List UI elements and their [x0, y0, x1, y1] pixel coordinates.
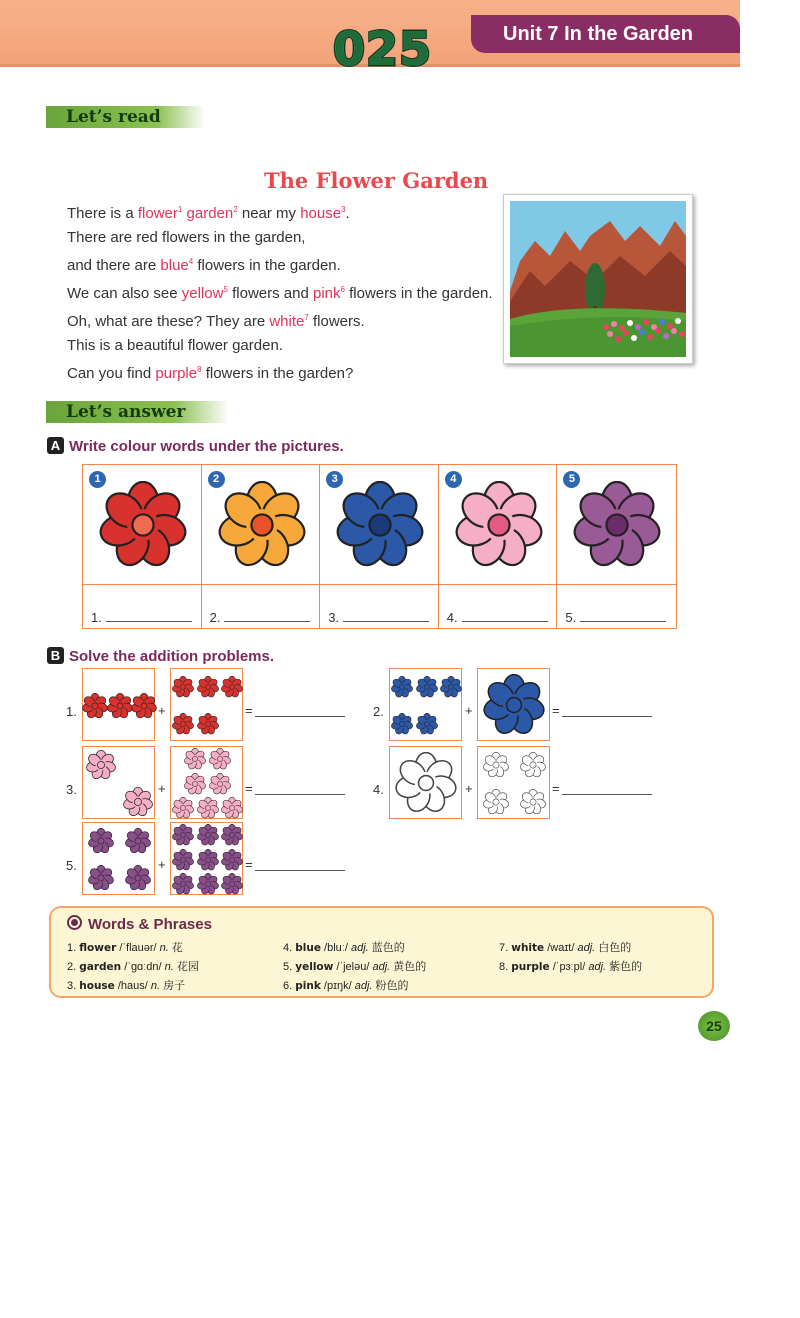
flower-icon — [573, 481, 661, 569]
vocab-word: blue — [295, 942, 321, 954]
words-column-2 — [283, 939, 426, 996]
vocab-word: house — [79, 980, 115, 992]
story-text-segment: . — [345, 205, 350, 222]
flower-icon — [520, 752, 546, 778]
addend-picture-box — [477, 668, 550, 741]
story-line — [67, 226, 493, 250]
answer-number: 1. — [91, 610, 102, 625]
words-heading: Words & Phrases — [67, 915, 212, 933]
word-entry — [283, 939, 426, 958]
answer-blank[interactable] — [447, 609, 548, 625]
entry-number: 6. — [283, 980, 293, 992]
picture-number: 4 — [445, 471, 462, 488]
chinese-meaning: 粉色的 — [375, 980, 409, 992]
flower-icon — [483, 752, 509, 778]
plus-sign: + — [465, 781, 473, 796]
story-text-segment: There are red flowers in the garden, — [67, 229, 306, 246]
footnote-number: 7 — [304, 313, 309, 322]
equals-sign: = — [245, 703, 253, 718]
story-line — [67, 250, 493, 278]
words-column-3 — [499, 939, 642, 977]
entry-number: 1. — [67, 942, 77, 954]
word-entry — [283, 958, 426, 977]
vocab-word: purple — [511, 961, 550, 973]
vocab-word: yellow — [181, 285, 224, 302]
part-of-speech: adj. — [577, 942, 596, 954]
problem-number: 3. — [66, 782, 77, 797]
vocab-word: flower — [137, 205, 178, 222]
word-entry — [499, 939, 642, 958]
story-text-segment: flowers. — [308, 313, 365, 330]
flower-icon — [88, 828, 114, 854]
flower-icon — [197, 849, 219, 871]
problem-number: 5. — [66, 858, 77, 873]
vocab-word: house — [300, 205, 342, 222]
chinese-meaning: 房子 — [163, 980, 186, 992]
addend-picture-box — [389, 668, 462, 741]
story-text-segment: flowers in the garden. — [193, 257, 341, 274]
chinese-meaning: 花园 — [176, 961, 199, 973]
flower-icon — [416, 676, 438, 698]
answer-line[interactable] — [562, 716, 652, 717]
story-text-segment: This is a beautiful flower garden. — [67, 337, 283, 354]
flower-icon — [483, 789, 509, 815]
flower-picture-cell — [320, 465, 439, 585]
flower-icon — [218, 481, 306, 569]
chinese-meaning: 白色的 — [598, 942, 632, 954]
footnote-number: 3 — [341, 205, 346, 214]
task-a-instruction: Write colour words under the pictures. — [69, 438, 344, 455]
story-text-segment: Oh, what are these? They are — [67, 313, 270, 330]
vocab-word: white — [269, 313, 305, 330]
vocab-word: white — [511, 942, 545, 954]
picture-number: 3 — [326, 471, 343, 488]
answer-line[interactable] — [255, 794, 345, 795]
equals-sign: = — [245, 857, 253, 872]
flower-icon — [172, 676, 194, 698]
flower-icon — [125, 865, 151, 891]
unit-title: Unit 7 In the Garden — [471, 15, 740, 53]
flower-icon — [99, 481, 187, 569]
flower-icon — [336, 481, 424, 569]
vocab-word: flower — [79, 942, 117, 954]
flower-icon — [125, 828, 151, 854]
flower-icon — [131, 693, 157, 719]
story-line — [67, 306, 493, 334]
flower-icon — [82, 693, 108, 719]
problem-number: 2. — [373, 704, 384, 719]
footnote-number: 5 — [223, 285, 228, 294]
part-of-speech: n. — [159, 942, 169, 954]
answer-number: 5. — [565, 610, 577, 625]
flower-icon — [184, 773, 206, 795]
part-of-speech: adj. — [354, 980, 373, 992]
addend-picture-box — [170, 668, 243, 741]
flower-icon — [221, 849, 243, 871]
answer-blank[interactable] — [328, 609, 429, 625]
phonetic: /waɪt/ — [547, 942, 575, 954]
story-text-segment: There is a — [67, 205, 138, 222]
entry-number: 5. — [283, 961, 293, 973]
flower-icon — [209, 748, 231, 770]
vocab-word: pink — [295, 980, 321, 992]
flower-icon — [221, 873, 243, 895]
story-text-segment: and there are — [67, 257, 161, 274]
entry-number: 4. — [283, 942, 293, 954]
flower-icon — [416, 713, 438, 735]
plus-sign: + — [158, 703, 166, 718]
answer-line[interactable] — [343, 609, 429, 622]
vocab-word: blue — [160, 257, 189, 274]
story-text — [67, 198, 493, 386]
plus-sign: + — [158, 781, 166, 796]
entry-number: 3. — [67, 980, 77, 992]
phonetic: /pɪŋk/ — [323, 980, 352, 992]
colour-words-table — [82, 464, 677, 629]
plus-sign: + — [158, 857, 166, 872]
flower-icon — [221, 797, 243, 819]
flower-icon — [184, 748, 206, 770]
addend-picture-box — [477, 746, 550, 819]
footnote-number: 2 — [233, 205, 238, 214]
answer-cell — [202, 585, 321, 628]
answer-blank[interactable] — [210, 609, 311, 625]
words-column-1 — [67, 939, 199, 996]
story-text-segment: flowers in the garden. — [344, 285, 493, 302]
lets-answer-label: Let’s answer — [46, 401, 229, 423]
vocab-word: garden — [79, 961, 122, 973]
answer-number: 2. — [209, 610, 221, 625]
word-entry — [67, 977, 199, 996]
word-entry — [67, 958, 199, 977]
circle-mark-icon — [67, 915, 82, 930]
vocab-word: purple — [155, 365, 198, 382]
part-of-speech: adj. — [372, 961, 391, 973]
picture-number: 2 — [208, 471, 225, 488]
answer-line[interactable] — [580, 609, 666, 622]
vocab-word: pink — [312, 285, 341, 302]
flower-icon — [520, 789, 546, 815]
phonetic: /ˈjeləu/ — [336, 961, 370, 973]
problem-number: 1. — [66, 704, 77, 719]
footnote-number: 8 — [197, 365, 202, 374]
flower-icon — [123, 787, 153, 817]
addend-picture-box — [82, 746, 155, 819]
flower-icon — [172, 797, 194, 819]
page-number: 25 — [698, 1011, 730, 1041]
flower-icon — [391, 676, 413, 698]
part-of-speech: n. — [164, 961, 174, 973]
addend-picture-box — [170, 746, 243, 819]
flower-icon — [483, 674, 545, 736]
flower-icon — [391, 713, 413, 735]
footnote-number: 6 — [340, 285, 345, 294]
answer-line[interactable] — [462, 609, 548, 622]
footnote-number: 4 — [188, 257, 194, 266]
part-of-speech: n. — [150, 980, 161, 992]
word-entry — [499, 958, 642, 977]
phonetic: /ˈpɜːpl/ — [552, 961, 586, 973]
flower-icon — [455, 481, 543, 569]
answer-line[interactable] — [224, 609, 310, 622]
flower-icon — [197, 797, 219, 819]
answer-line[interactable] — [106, 609, 192, 622]
answer-cell — [439, 585, 558, 628]
flower-icon — [209, 773, 231, 795]
vocab-word: yellow — [295, 961, 334, 973]
story-text-segment: flowers in the garden? — [201, 365, 354, 382]
flower-icon — [197, 873, 219, 895]
equals-sign: = — [552, 703, 560, 718]
flower-icon — [221, 676, 243, 698]
lesson-number: 025 — [333, 22, 433, 76]
garden-picture — [503, 194, 693, 364]
picture-number: 1 — [89, 471, 106, 488]
equals-sign: = — [552, 781, 560, 796]
story-line — [67, 334, 493, 358]
vocab-word: garden — [186, 205, 234, 222]
flower-icon — [86, 750, 116, 780]
story-text-segment: We can also see — [67, 285, 182, 302]
chinese-meaning: 紫色的 — [609, 961, 643, 973]
story-text-segment: flowers and — [227, 285, 313, 302]
flower-icon — [172, 713, 194, 735]
story-title: The Flower Garden — [264, 168, 489, 193]
story-line — [67, 198, 493, 226]
entry-number: 8. — [499, 961, 509, 973]
flower-picture-cell — [202, 465, 321, 585]
flower-icon — [172, 873, 194, 895]
phonetic: /haus/ — [117, 980, 148, 992]
entry-number: 2. — [67, 961, 77, 973]
flower-picture-cell — [439, 465, 558, 585]
phonetic: /bluː/ — [324, 942, 348, 954]
flower-icon — [107, 693, 133, 719]
answer-number: 3. — [328, 610, 340, 625]
answer-cell — [83, 585, 202, 628]
plus-sign: + — [465, 703, 473, 718]
phonetic: /ˈflauər/ — [119, 942, 157, 954]
addend-picture-box — [82, 822, 155, 895]
task-b-heading — [47, 647, 274, 665]
answer-cell — [557, 585, 676, 628]
part-of-speech: adj. — [350, 942, 369, 954]
problem-number: 4. — [373, 782, 384, 797]
answer-line[interactable] — [562, 794, 652, 795]
flower-icon — [88, 865, 114, 891]
story-line — [67, 278, 493, 306]
word-entry — [283, 977, 426, 996]
answer-blank[interactable] — [91, 609, 192, 625]
chinese-meaning: 花 — [171, 942, 183, 954]
flower-icon — [440, 676, 462, 698]
task-b-badge: B — [47, 647, 64, 664]
word-entry — [67, 939, 199, 958]
addend-picture-box — [82, 668, 155, 741]
phonetic: /ˈgɑːdn/ — [124, 961, 162, 973]
answer-cell — [320, 585, 439, 628]
part-of-speech: adj. — [588, 961, 607, 973]
flower-icon — [197, 676, 219, 698]
entry-number: 7. — [499, 942, 509, 954]
story-text-segment: Can you find — [67, 365, 156, 382]
answer-line[interactable] — [255, 870, 345, 871]
addend-picture-box — [170, 822, 243, 895]
addend-picture-box — [389, 746, 462, 819]
flower-icon — [172, 824, 194, 846]
garden-scene-illustration — [510, 201, 686, 357]
flower-picture-cell — [557, 465, 676, 585]
chinese-meaning: 黄色的 — [393, 961, 427, 973]
flower-icon — [395, 752, 457, 814]
answer-number: 4. — [446, 610, 458, 625]
task-b-instruction: Solve the addition problems. — [69, 648, 275, 665]
flower-icon — [221, 824, 243, 846]
words-and-phrases-box — [49, 906, 714, 998]
equals-sign: = — [245, 781, 253, 796]
answer-line[interactable] — [255, 716, 345, 717]
flower-icon — [197, 713, 219, 735]
chinese-meaning: 蓝色的 — [371, 942, 405, 954]
story-text-segment: near my — [237, 205, 301, 222]
answer-blank[interactable] — [565, 609, 666, 625]
flower-picture-cell — [83, 465, 202, 585]
story-line — [67, 358, 493, 386]
task-a-heading — [47, 437, 344, 455]
task-a-badge: A — [47, 437, 64, 454]
picture-number: 5 — [563, 471, 580, 488]
footnote-number: 1 — [177, 205, 183, 214]
flower-icon — [197, 824, 219, 846]
flower-icon — [172, 849, 194, 871]
lets-read-label: Let’s read — [46, 106, 205, 128]
